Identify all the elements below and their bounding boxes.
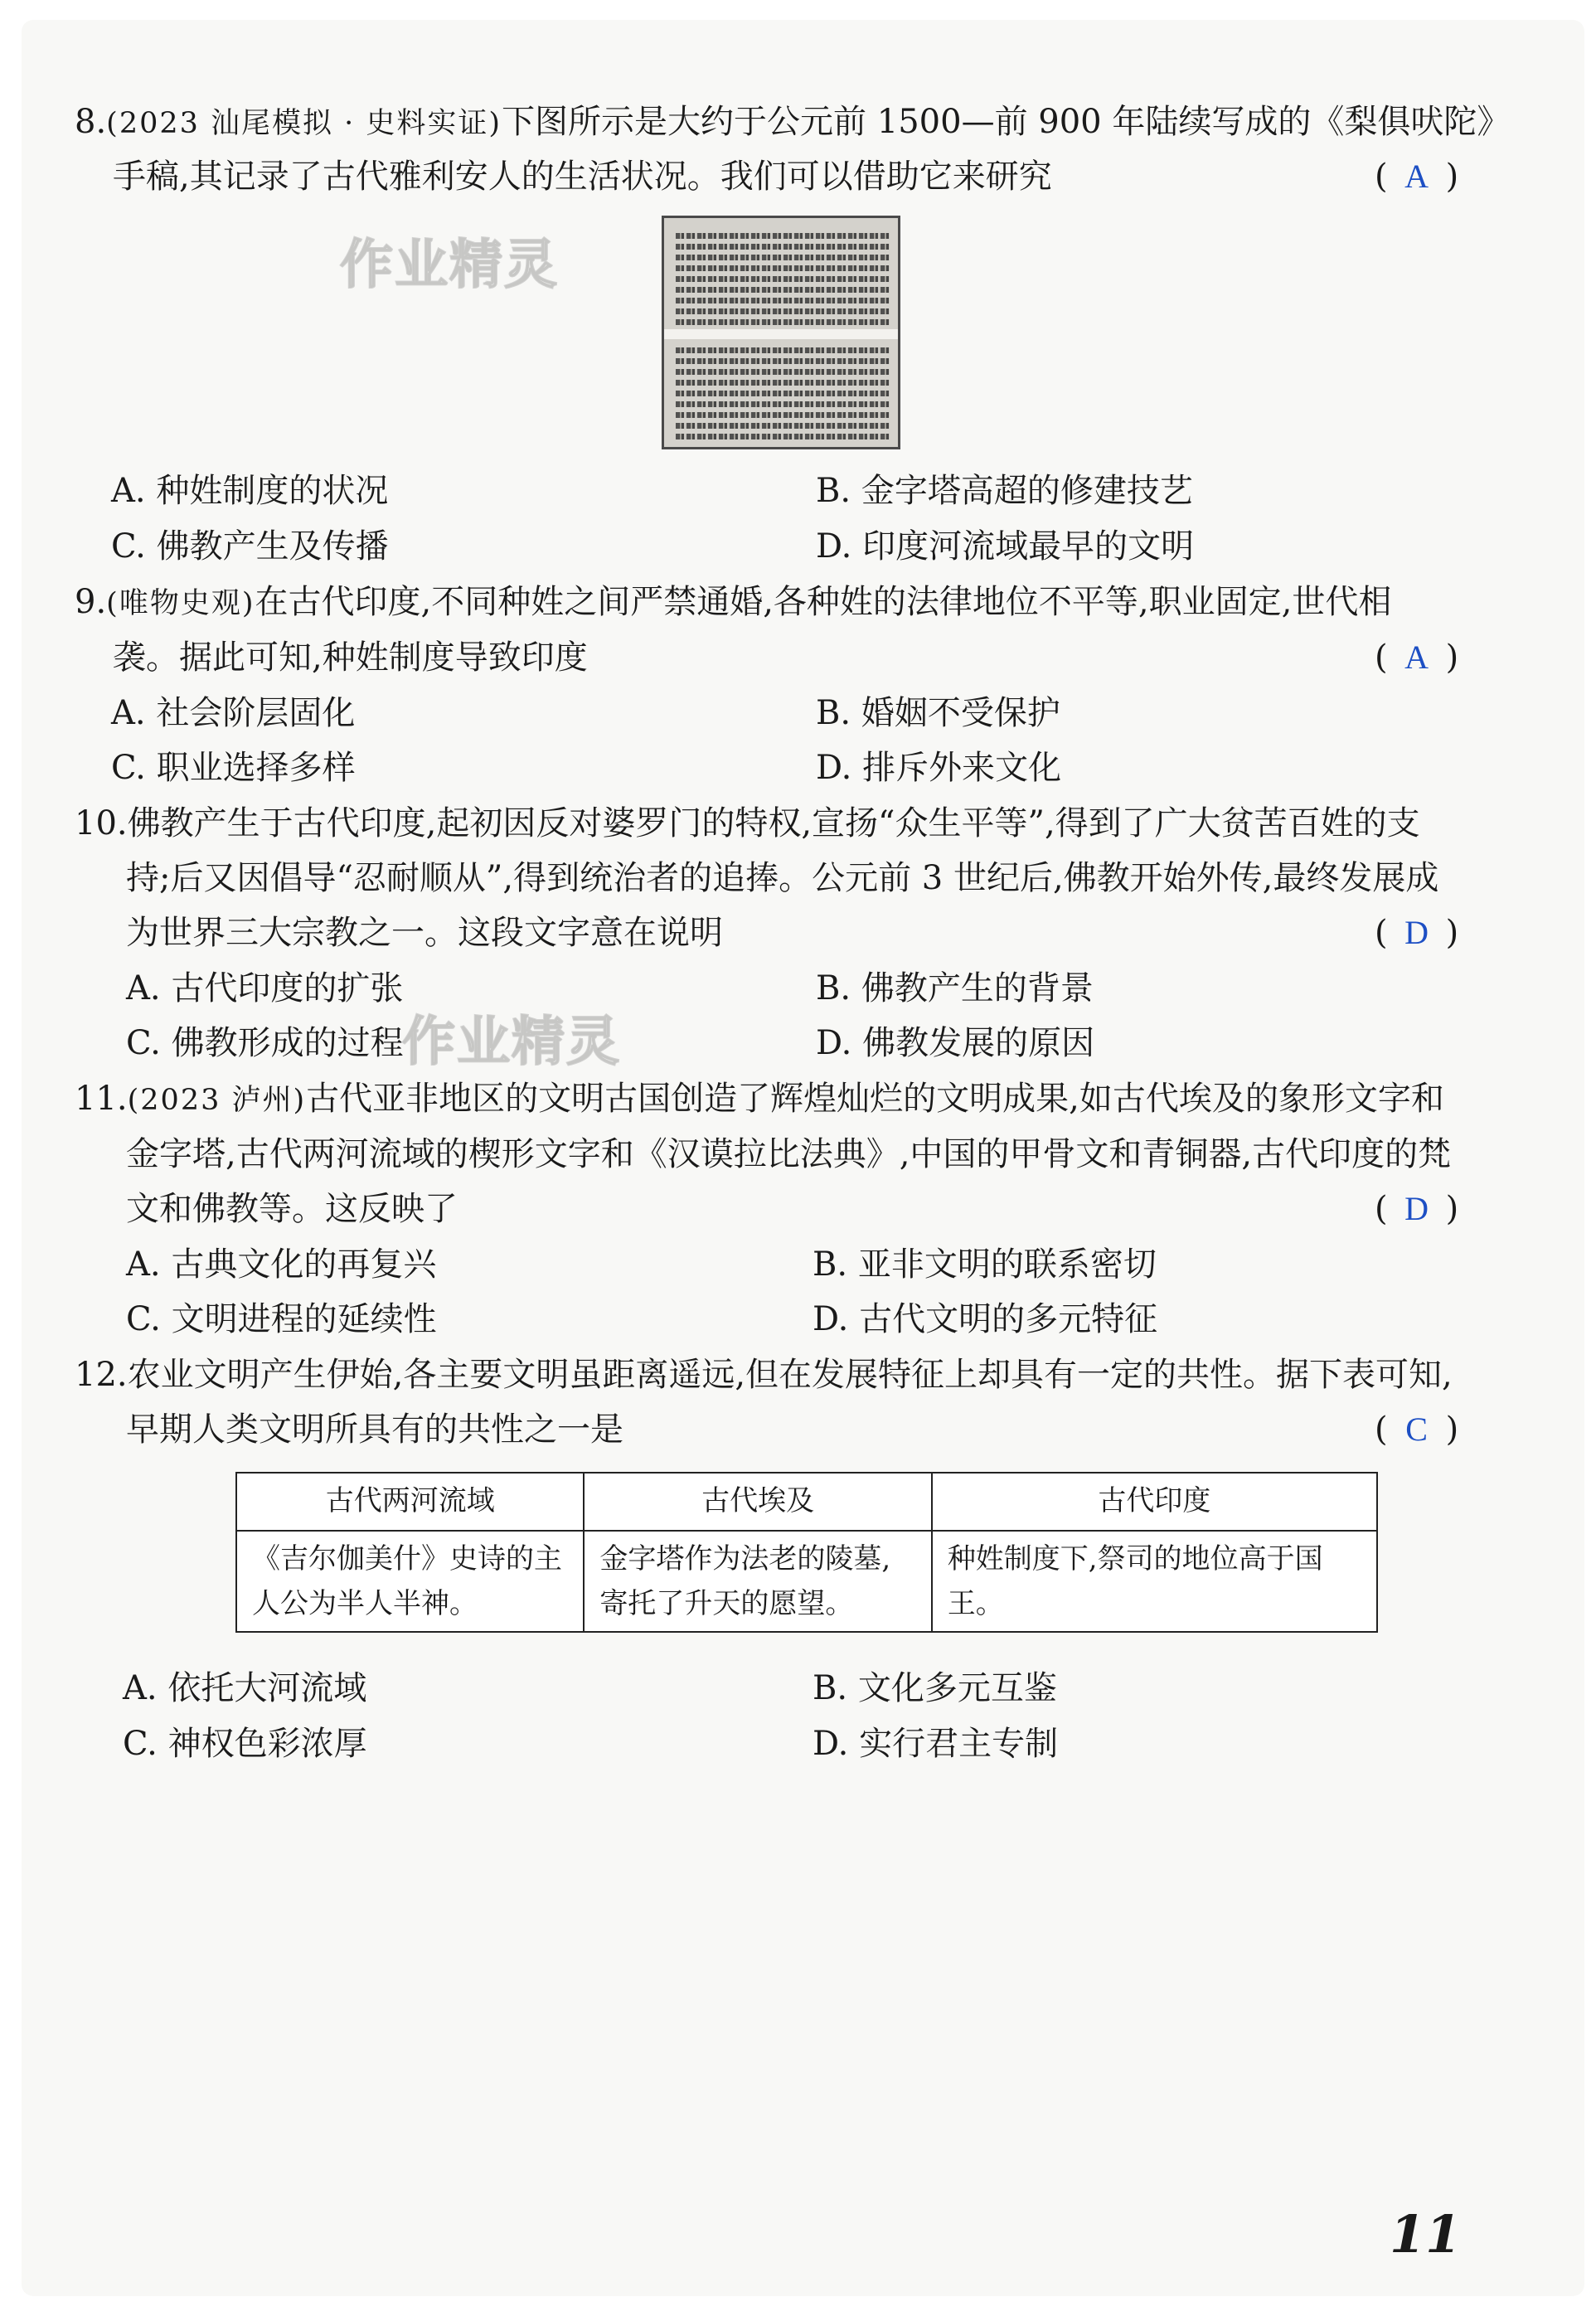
- answer-box: ( A ): [1375, 636, 1458, 679]
- table-cell: 《吉尔伽美什》史诗的主人公为半人半神。: [236, 1531, 584, 1632]
- table-row: [236, 1531, 1377, 1632]
- option-c: C. 佛教形成的过程: [126, 1024, 404, 1062]
- option-c: C. 佛教产生及传播: [111, 527, 389, 566]
- question-10-stem-line-2: 持;后又因倡导“忍耐顺从”,得到统治者的追捧。公元前 3 世纪后,佛教开始外传,最终发展成: [126, 859, 1439, 897]
- question-number: 9.: [75, 583, 107, 621]
- question-8-stem-line-1: [75, 100, 1510, 145]
- table-cell: 金字塔作为法老的陵墓,寄托了升天的愿望。: [584, 1531, 931, 1632]
- page-number: 11: [1390, 2204, 1462, 2265]
- table-header-cell: 古代埃及: [584, 1473, 931, 1531]
- stem-text: 农业文明产生伊始,各主要文明虽距离遥远,但在发展特征上却具有一定的共性。据下表可知,: [127, 1356, 1453, 1394]
- option-d: D. 排斥外来文化: [816, 749, 1062, 787]
- option-a: A. 古代印度的扩张: [126, 969, 404, 1007]
- option-d: D. 实行君主专制: [813, 1725, 1059, 1763]
- answer-letter: D: [1404, 914, 1429, 951]
- stem-text: 在古代印度,不同种姓之间严禁通婚,各种姓的法律地位不平等,职业固定,世代相: [255, 583, 1392, 621]
- table-header-cell: 古代印度: [932, 1473, 1377, 1531]
- comparison-table: [235, 1472, 1378, 1633]
- rigveda-manuscript-image: [662, 216, 900, 449]
- question-8-stem-line-2: 手稿,其记录了古代雅利安人的生活状况。我们可以借助它来研究: [113, 158, 1052, 196]
- stem-text: 古代亚非地区的文明古国创造了辉煌灿烂的文明成果,如古代埃及的象形文字和: [306, 1080, 1444, 1118]
- answer-letter: A: [1404, 158, 1429, 195]
- question-10-stem-line-3: 为世界三大宗教之一。这段文字意在说明: [126, 914, 723, 952]
- table-header-cell: 古代两河流域: [236, 1473, 584, 1531]
- stem-text: 下图所示是大约于公元前 1500—前 900 年陆续写成的《梨俱吠陀》: [502, 103, 1511, 141]
- answer-box: ( D ): [1375, 1187, 1458, 1231]
- option-b: B. 婚姻不受保护: [816, 694, 1060, 732]
- watermark: 作业精灵: [340, 235, 559, 296]
- option-b: B. 亚非文明的联系密切: [813, 1245, 1157, 1284]
- question-10-stem-line-1: [75, 802, 1420, 845]
- option-d: D. 印度河流域最早的文明: [816, 527, 1195, 566]
- answer-box: ( D ): [1375, 911, 1458, 954]
- question-source: (唯物史观): [106, 587, 255, 620]
- option-a: A. 依托大河流域: [123, 1669, 367, 1707]
- option-c: C. 文明进程的延续性: [126, 1300, 437, 1338]
- option-b: B. 文化多元互鉴: [813, 1669, 1057, 1707]
- question-12-stem-line-1: [75, 1353, 1453, 1396]
- question-number: 8.: [75, 103, 107, 141]
- stem-text: 佛教产生于古代印度,起初因反对婆罗门的特权,宣扬“众生平等”,得到了广大贫苦百姓的支: [127, 804, 1420, 842]
- question-12-stem-line-2: 早期人类文明所具有的共性之一是: [126, 1410, 623, 1449]
- question-number: 12.: [75, 1356, 128, 1394]
- question-source: (2023 泸州): [127, 1084, 307, 1117]
- answer-letter: C: [1405, 1410, 1428, 1448]
- option-b: B. 佛教产生的背景: [816, 969, 1094, 1007]
- option-b: B. 金字塔高超的修建技艺: [816, 472, 1193, 510]
- option-d: D. 古代文明的多元特征: [813, 1300, 1158, 1338]
- option-c: C. 职业选择多样: [111, 749, 356, 787]
- question-9-stem-line-1: [75, 580, 1391, 625]
- answer-box: ( C ): [1375, 1408, 1458, 1451]
- question-11-stem-line-1: [75, 1077, 1444, 1122]
- table-header-row: [236, 1473, 1377, 1531]
- option-a: A. 种姓制度的状况: [111, 472, 389, 510]
- answer-letter: A: [1404, 638, 1429, 676]
- question-11-stem-line-3: 文和佛教等。这反映了: [126, 1190, 458, 1228]
- question-9-stem-line-2: 袭。据此可知,种姓制度导致印度: [113, 638, 588, 677]
- option-a: A. 社会阶层固化: [111, 694, 356, 732]
- option-d: D. 佛教发展的原因: [816, 1024, 1095, 1062]
- watermark: 作业精灵: [402, 1012, 621, 1073]
- option-c: C. 神权色彩浓厚: [123, 1725, 367, 1763]
- option-a: A. 古典文化的再复兴: [126, 1245, 437, 1284]
- question-source: (2023 汕尾模拟 · 史料实证): [106, 107, 502, 140]
- question-number: 10.: [75, 804, 128, 842]
- question-number: 11.: [75, 1080, 128, 1118]
- answer-letter: D: [1404, 1190, 1429, 1227]
- question-11-stem-line-2: 金字塔,古代两河流域的楔形文字和《汉谟拉比法典》,中国的甲骨文和青铜器,古代印度的梵: [126, 1135, 1452, 1173]
- answer-box: ( A ): [1375, 155, 1458, 198]
- table-cell: 种姓制度下,祭司的地位高于国王。: [932, 1531, 1377, 1632]
